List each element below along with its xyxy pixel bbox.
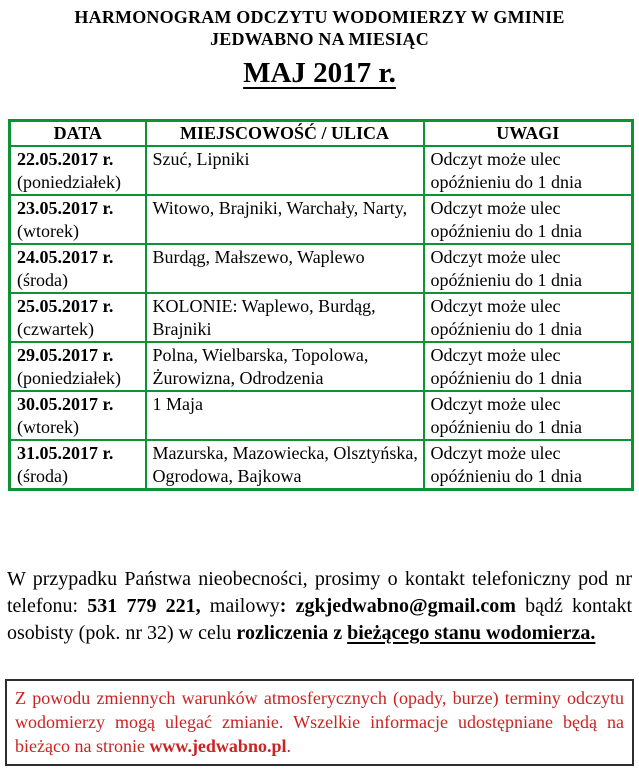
contact-emphasis-run: bieżącego stanu wodomierza. <box>347 622 596 644</box>
weekday-value: (poniedziałek) <box>17 368 121 388</box>
email-address: zgkjedwabno@gmail.com <box>295 595 516 617</box>
note-cell: Odczyt może ulec opóźnieniu do 1 dnia <box>424 293 633 342</box>
notice-text-run: Z powodu zmiennych warunków atmosferycznych (opady, burze) terminy odczytu wodomierzy mogą ulegać zmianie. Wszelkie informacje udostępniane będą na bieżąco na stronie <box>15 688 624 756</box>
date-cell <box>10 195 146 244</box>
places-cell: KOLONIE: Waplewo, Burdąg, Brajniki <box>146 293 424 342</box>
contact-text-run: mailowy <box>200 595 280 617</box>
date-value: 30.05.2017 r. <box>17 394 114 414</box>
table-row <box>10 146 633 195</box>
note-cell: Odczyt może ulec opóźnieniu do 1 dnia <box>424 146 633 195</box>
places-cell: Mazurska, Mazowiecka, Olsztyńska, Ogrodowa, Bajkowa <box>146 440 424 490</box>
weekday-value: (środa) <box>17 270 68 290</box>
contact-text-run: bądź kontakt osobisty (pok. nr 32) w celu <box>7 595 632 644</box>
notice-text-run: . <box>286 736 291 756</box>
places-cell: Witowo, Brajniki, Warchały, Narty, <box>146 195 424 244</box>
note-cell: Odczyt może ulec opóźnieniu do 1 dnia <box>424 391 633 440</box>
places-cell: Polna, Wielbarska, Topolowa, Żurowizna, Odrodzenia <box>146 342 424 391</box>
weekday-value: (wtorek) <box>17 221 79 241</box>
places-cell: 1 Maja <box>146 391 424 440</box>
table-row <box>10 391 633 440</box>
table-row <box>10 293 633 342</box>
date-cell <box>10 293 146 342</box>
weekday-value: (poniedziałek) <box>17 172 121 192</box>
table-header-row <box>10 121 633 147</box>
date-value: 22.05.2017 r. <box>17 149 114 169</box>
document-header <box>0 0 639 90</box>
table-row <box>10 244 633 293</box>
contact-text-run: rozliczenia z <box>236 622 348 644</box>
contact-text-run: W przypadku Państwa nieobecności, prosimy o kontakt telefoniczny pod nr telefonu: <box>7 568 632 617</box>
column-header-uwagi: UWAGI <box>424 121 633 147</box>
table-row <box>10 342 633 391</box>
date-cell <box>10 440 146 490</box>
column-header-miejscowosc-ulica: MIEJSCOWOŚĆ / ULICA <box>146 121 424 147</box>
phone-number: 531 779 221, <box>87 595 201 617</box>
date-cell <box>10 391 146 440</box>
note-cell: Odczyt może ulec opóźnieniu do 1 dnia <box>424 244 633 293</box>
date-value: 25.05.2017 r. <box>17 296 114 316</box>
date-value: 23.05.2017 r. <box>17 198 114 218</box>
notice-box <box>5 679 634 766</box>
date-cell <box>10 244 146 293</box>
table-row <box>10 440 633 490</box>
website-url: www.jedwabno.pl <box>149 736 287 756</box>
title-line-1: HARMONOGRAM ODCZYTU WODOMIERZY W GMINIE <box>74 7 565 27</box>
schedule-table <box>8 119 634 491</box>
note-cell: Odczyt może ulec opóźnieniu do 1 dnia <box>424 195 633 244</box>
date-cell <box>10 342 146 391</box>
contact-paragraph <box>7 566 632 647</box>
date-value: 24.05.2017 r. <box>17 247 114 267</box>
weekday-value: (czwartek) <box>17 319 94 339</box>
column-header-data: DATA <box>10 121 146 147</box>
note-cell: Odczyt może ulec opóźnieniu do 1 dnia <box>424 440 633 490</box>
contact-text-run: : <box>279 595 296 617</box>
title-month: MAJ 2017 r. <box>243 57 396 89</box>
weekday-value: (wtorek) <box>17 417 79 437</box>
table-row <box>10 195 633 244</box>
date-value: 31.05.2017 r. <box>17 443 114 463</box>
places-cell: Burdąg, Małszewo, Waplewo <box>146 244 424 293</box>
weekday-value: (środa) <box>17 466 68 486</box>
date-cell <box>10 146 146 195</box>
date-value: 29.05.2017 r. <box>17 345 114 365</box>
title-line-2: JEDWABNO NA MIESIĄC <box>210 29 429 49</box>
note-cell: Odczyt może ulec opóźnieniu do 1 dnia <box>424 342 633 391</box>
places-cell: Szuć, Lipniki <box>146 146 424 195</box>
